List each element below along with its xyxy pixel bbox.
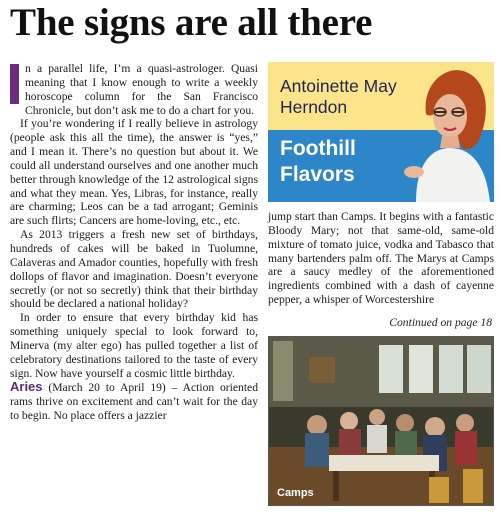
- article-paragraph-4: In order to ensure that every birthday kid has something uniquely special to look forward to, Minerva (my alter ego) has pulled together a list of celebratory destinations tailored to the taste of every sign. Now have yourself a cosmic little birthday.: [10, 311, 258, 380]
- photo-caption: Camps: [277, 487, 314, 499]
- column-title: Foothill Flavors: [280, 137, 356, 186]
- author-portrait: [386, 62, 494, 202]
- author-sidebar: [268, 62, 494, 202]
- continued-on-page: Continued on page 18: [389, 316, 492, 329]
- article-headline: The signs are all there: [10, 1, 373, 44]
- aries-paragraph: [10, 380, 258, 423]
- author-name: Antoinette May Herndon: [280, 76, 397, 117]
- camps-dining-room-image: [269, 337, 494, 506]
- article-paragraph-1: [10, 62, 258, 117]
- aries-text: (March 20 to April 19) – Action oriented rams thrive on excitement and can’t wait for the day to begin. No place offers a jazzier: [10, 381, 258, 423]
- aries-heading: Aries: [10, 379, 43, 395]
- article-paragraph-3: As 2013 triggers a fresh new set of birthdays, hundreds of cakes will be baked in Tuolumne, Calaveras and Amador counties, hopefully with fresh dollops of flavor and imagination. Doesn’t everyone secretly (or not so secretly) think that their birthday should be declared a national holiday?: [10, 228, 258, 311]
- article-right-column: jump start than Camps. It begins with a fantastic Bloody Mary; not that same-old, same-old mixture of tomato juice, vodka and Tabasco that many bartenders palm off. The Marys at Camps are a saucy medley of the aforementioned ingredients combined with a dash of cayenne pepper, a whisper of Worcestershire: [268, 210, 494, 307]
- article-paragraph-2: If you’re wondering if I really believe in astrology (people ask this all the time), the answer is “yes,” and I mean it. There’s no question but about it. We could all understand ourselves and one another much better through knowledge of the 12 astrological signs and what they mean. Yes, Libras, for instance, really are charming; Leos can be a tad arrogant; Geminis are such flirts; Cancers are home-loving, etc., etc.: [10, 117, 258, 228]
- article-left-column: [10, 62, 258, 512]
- drop-cap: [10, 64, 19, 104]
- paragraph-1-text: n a parallel life, I’m a quasi-astrologer. Quasi meaning that I know enough to write a weekly horoscope column for the San Francisco Chronicle, but don’t ask me to do a chart for you.: [25, 62, 258, 117]
- restaurant-photo: [268, 336, 494, 506]
